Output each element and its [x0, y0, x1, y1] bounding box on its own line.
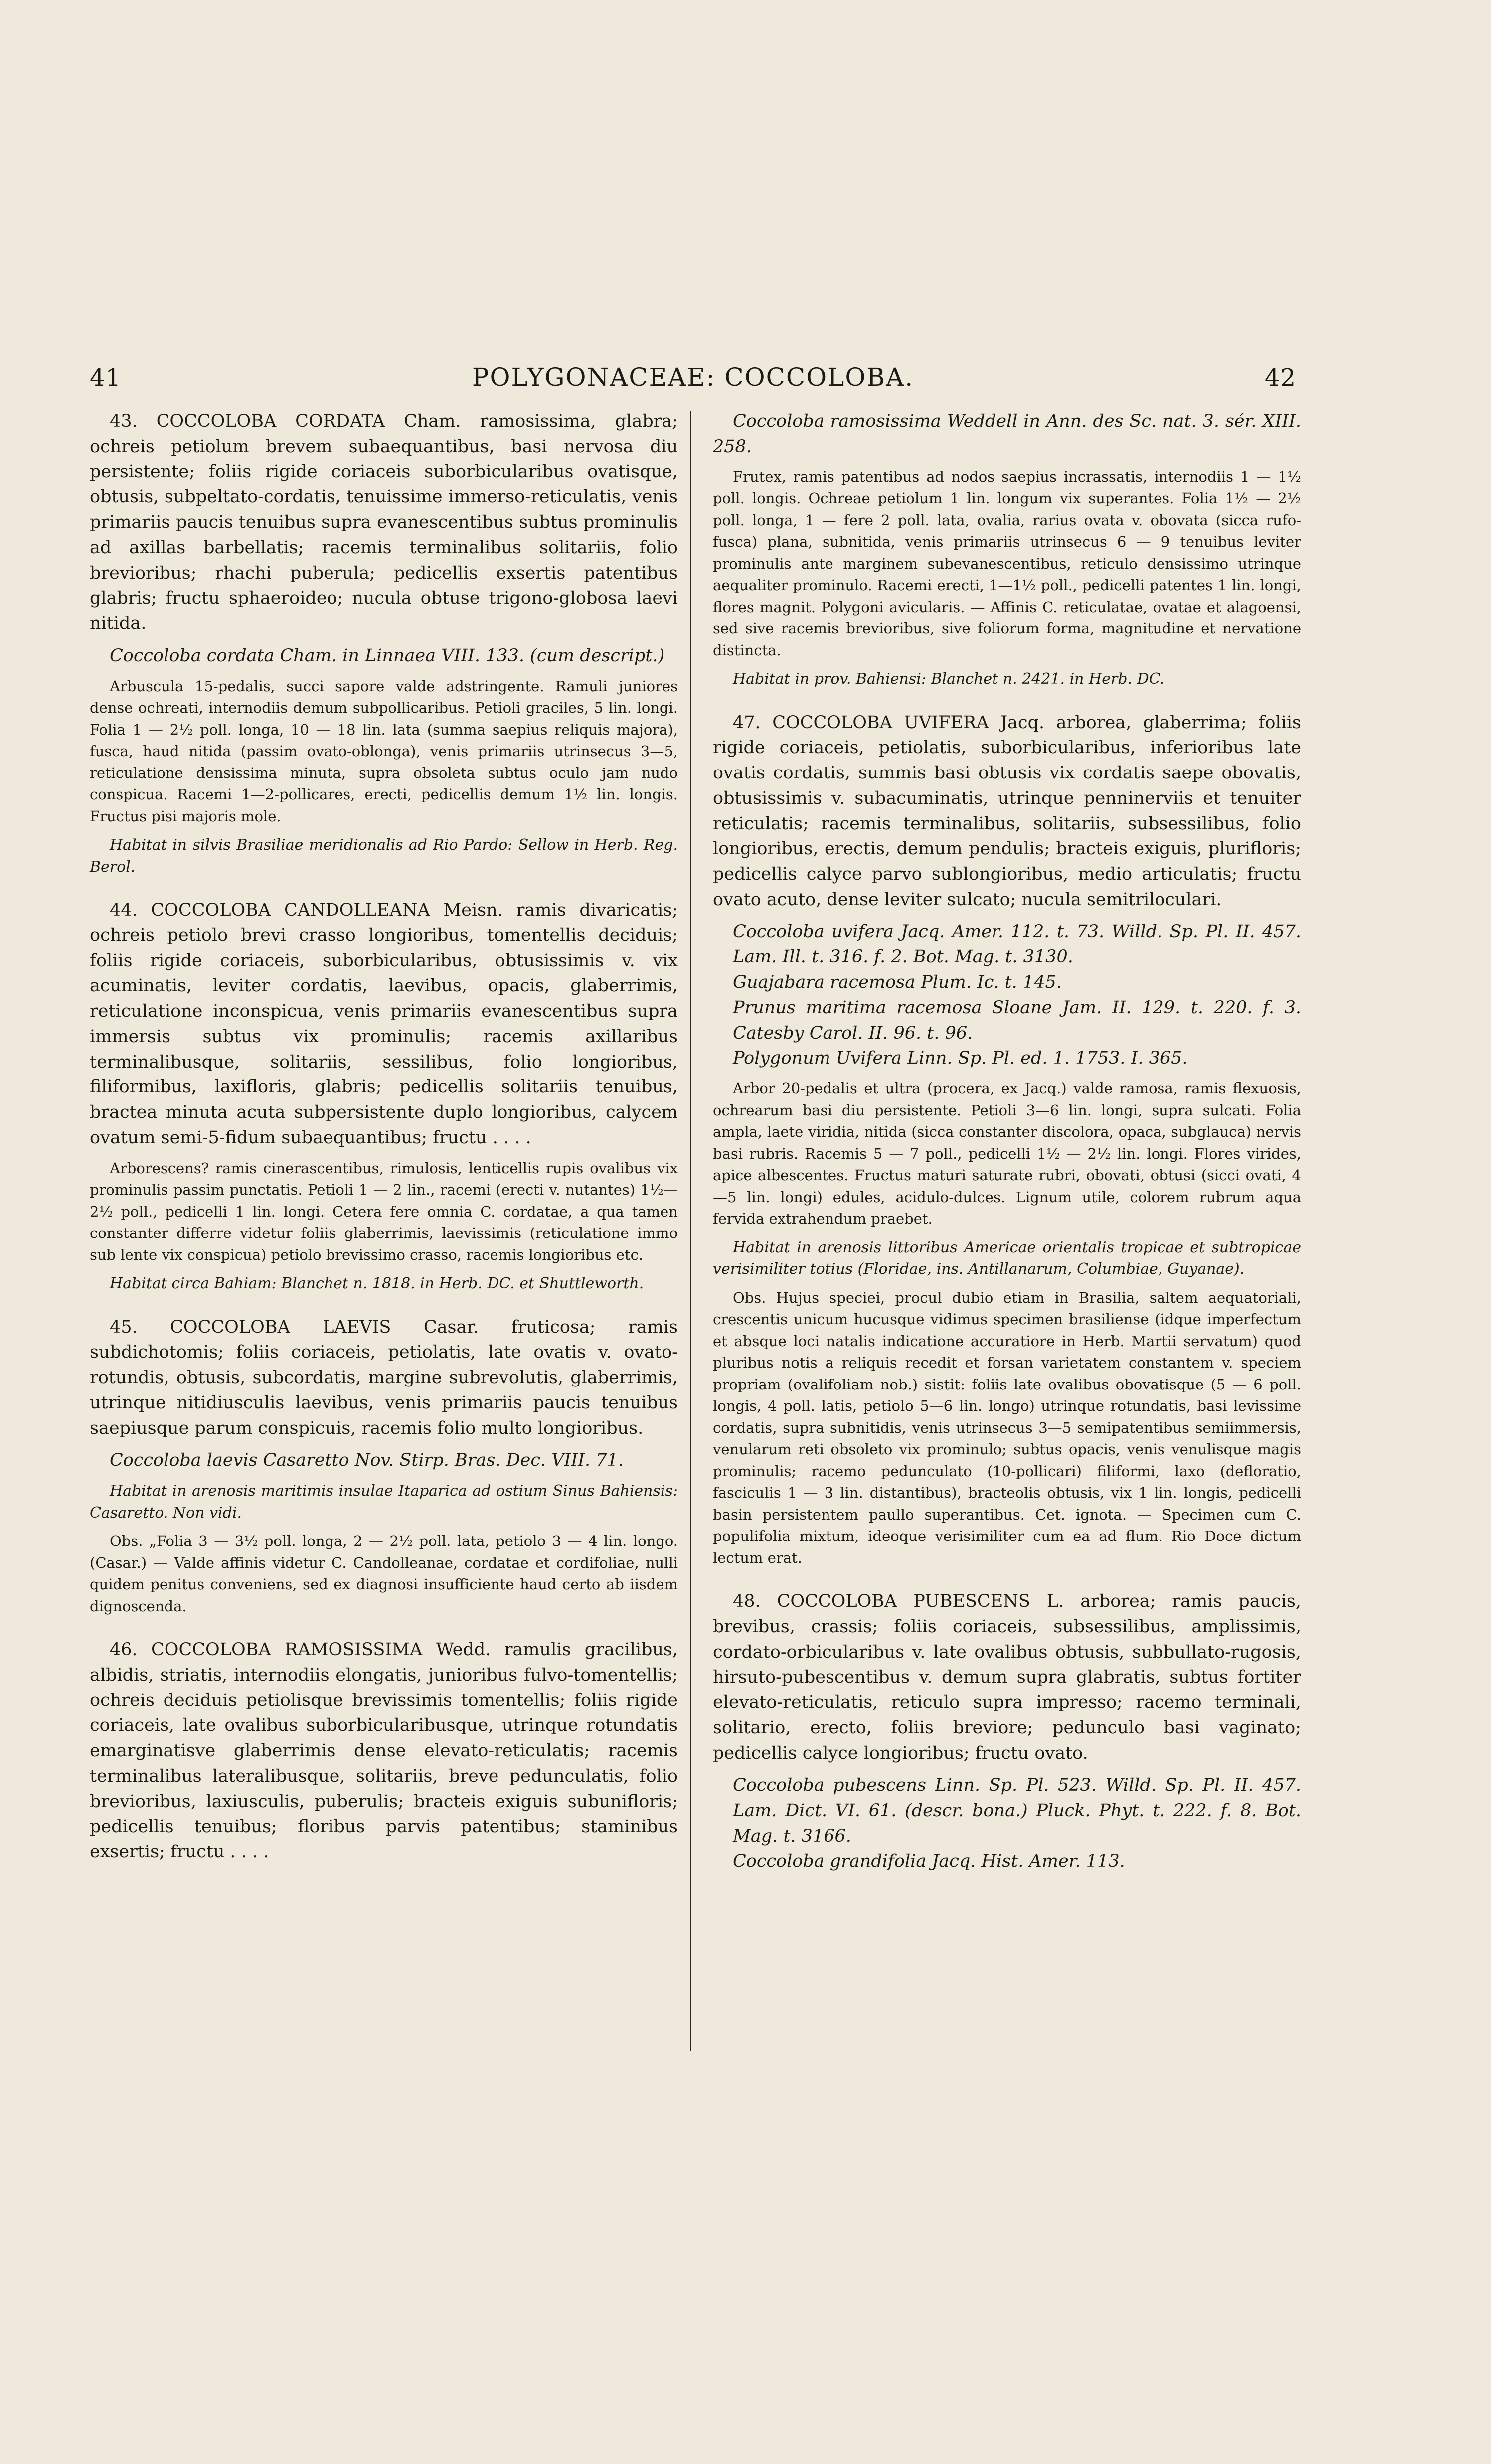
species-diagnosis: 45. COCCOLOBA LAEVIS Casar. fruticosa; ramis subdichotomis; foliis coriaceis, petiolatis, late ovatis v. ovato-rotundis, obtusis, subcordatis, margine subrevolutis, glaberrimis, utrinque nitidiusculis laevibus, venis primariis paucis tenuibus saepiusque parum conspicuis, racemis folio multo longioribus.	[90, 1317, 678, 1438]
species-description: Frutex, ramis patentibus ad nodos saepius incrassatis, internodiis 1 — 1½ poll. longis. Ochreae petiolum 1 lin. longum vix superantes. Folia 1½ — 2½ poll. longa, 1 — fere 2 poll. lata, ovalia, rarius ovata v. obovata (sicca rufo-fusca) plana, subnitida, venis primariis utrinsecus 6 — 9 tenuibus leviter prominulis ante marginem subevanescentibus, reticulo densissimo utrinque aequaliter prominulo. Racemi erecti, 1—1½ poll., pedicelli patentes 1 lin. longi, flores magnit. Polygoni avicularis. — Affinis C. reticulatae, ovatae et alagoensi, sed sive racemis brevioribus, sive foliorum forma, magnitudine et nervatione distincta.	[713, 468, 1301, 659]
species-entry-46-continued	[713, 409, 1301, 690]
page-number-right: 42	[1264, 364, 1296, 392]
page-number-left: 41	[90, 364, 122, 392]
synonym-line: Prunus maritima racemosa Sloane Jam. II. 129. t. 220. f. 3. Catesby Carol. II. 96. t. 96.	[733, 997, 1301, 1043]
synonym-line: Coccoloba grandifolia Jacq. Hist. Amer. 113.	[733, 1851, 1125, 1871]
species-diagnosis: 47. COCCOLOBA UVIFERA Jacq. arborea, glaberrima; foliis rigide coriaceis, petiolatis, suborbicularibus, inferioribus late ovatis cordatis, summis basi obtusis vix cordatis saepe obovatis, obtusissimis v. subacuminatis, utrinque penninerviis et tenuiter reticulatis; racemis terminalibus, solitariis, subsessilibus, folio longioribus, erectis, demum pendulis; bracteis exiguis, plurifloris; pedicellis calyce parvo sublongioribus, medio articulatis; fructu ovato acuto, dense leviter sulcato; nucula semitriloculari.	[713, 712, 1301, 910]
species-habitat: Habitat in arenosis littoribus Americae orientalis tropicae et subtropicae verisimiliter totius (Floridae, ins. Antillanarum, Columbiae, Guyanae).	[713, 1238, 1301, 1278]
species-entry-43	[90, 409, 678, 878]
running-title: POLYGONACEAE: COCCOLOBA.	[472, 363, 914, 392]
page-header	[90, 363, 1296, 398]
synonym-line: Polygonum Uvifera Linn. Sp. Pl. ed. 1. 1753. I. 365.	[733, 1048, 1188, 1069]
species-description: Arbuscula 15-pedalis, succi sapore valde adstringente. Ramuli juniores dense ochreati, internodiis demum subpollicaribus. Petioli graciles, 5 lin. longi. Folia 1 — 2½ poll. longa, 10 — 18 lin. lata (summa saepius reliquis majora), fusca, haud nitida (passim ovato-oblonga), venis primariis utrinsecus 3—5, reticulatione densissima minuta, supra obsoleta subtus oculo jam nudo conspicua. Racemi 1—2-pollicares, erecti, pedicellis demum 1½ lin. longis. Fructus pisi majoris mole.	[90, 677, 678, 825]
species-description: Arbor 20-pedalis et ultra (procera, ex Jacq.) valde ramosa, ramis flexuosis, ochrearum basi diu persistente. Petioli 3—6 lin. longi, supra sulcati. Folia ampla, laete viridia, nitida (sicca constanter discolora, opaca, subglauca) nervis basi rubris. Racemis 5 — 7 poll., pedicelli 1½ — 2½ lin. longi. Flores virides, apice albescentes. Fructus maturi saturate rubri, obovati, obtusi (sicci ovati, 4—5 lin. longi) edules, acidulo-dulces. Lignum utile, colorem rubrum aqua fervida extrahendum praebet.	[713, 1080, 1301, 1227]
species-entry-44	[90, 898, 678, 1295]
synonym-line: Guajabara racemosa Plum. Ic. t. 145.	[733, 972, 1062, 992]
species-habitat: Habitat circa Bahiam: Blanchet n. 1818. in Herb. DC. et Shuttleworth.	[110, 1275, 644, 1292]
species-diagnosis: 46. COCCOLOBA RAMOSISSIMA Wedd. ramulis gracilibus, albidis, striatis, internodiis elongatis, junioribus fulvo-tomentellis; ochreis deciduis petiolisque brevissimis tomentellis; foliis rigide coriaceis, late ovalibus suborbicularibusque, utrinque rotundatis emarginatisve glaberrimis dense elevato-reticulatis; racemis terminalibus lateralibusque, solitariis, breve pedunculatis, folio brevioribus, laxiusculis, puberulis; bracteis exiguis subunifloris; pedicellis tenuibus; floribus parvis patentibus; staminibus exsertis; fructu . . . .	[90, 1640, 678, 1862]
synonym-line: Coccoloba pubescens Linn. Sp. Pl. 523. Willd. Sp. Pl. II. 457. Lam. Dict. VI. 61. (descr. bona.) Pluck. Phyt. t. 222. f. 8. Bot. Mag. t. 3166.	[733, 1775, 1301, 1846]
species-entry-47	[713, 710, 1301, 1569]
synonym-line: Coccoloba uvifera Jacq. Amer. 112. t. 73. Willd. Sp. Pl. II. 457. Lam. Ill. t. 316. f. 2. Bot. Mag. t. 3130.	[733, 922, 1301, 967]
species-entry-46	[90, 1637, 678, 1865]
species-diagnosis: 48. COCCOLOBA PUBESCENS L. arborea; ramis paucis, brevibus, crassis; foliis coriaceis, subsessilibus, amplissimis, cordato-orbicularibus v. late ovalibus obtusis, subbullato-rugosis, hirsuto-pubescentibus v. demum supra glabratis, subtus fortiter elevato-reticulatis, reticulo supra impresso; racemo terminali, solitario, erecto, foliis breviore; pedunculo basi vaginato; pedicellis calyce longioribus; fructu ovato.	[713, 1591, 1301, 1763]
species-observation: Obs. „Folia 3 — 3½ poll. longa, 2 — 2½ poll. lata, petiolo 3 — 4 lin. longo. (Casar.) — Valde affinis videtur C. Candolleanae, cordatae et cordifoliae, nulli quidem penitus conveniens, sed ex diagnosi insufficiente haud certo ab iisdem dignoscenda.	[90, 1533, 678, 1615]
species-diagnosis: 44. COCCOLOBA CANDOLLEANA Meisn. ramis divaricatis; ochreis petiolo brevi crasso longioribus, tomentellis deciduis; foliis rigide coriaceis, suborbicularibus, obtusissimis v. vix acuminatis, leviter cordatis, laevibus, opacis, glaberrimis, reticulatione inconspicua, venis primariis evanescentibus supra immersis subtus vix prominulis; racemis axillaribus terminalibusque, solitariis, sessilibus, folio longioribus, filiformibus, laxifloris, glabris; pedicellis solitariis tenuibus, bractea minuta acuta subpersistente duplo longioribus, calycem ovatum semi-5-fidum subaequantibus; fructu . . . .	[90, 900, 678, 1148]
species-entry-48	[713, 1589, 1301, 1874]
left-column	[90, 409, 678, 1882]
species-habitat: Habitat in arenosis maritimis insulae Itaparica ad ostium Sinus Bahiensis: Casaretto. Non vidi.	[90, 1482, 678, 1522]
species-entry-45	[90, 1315, 678, 1618]
species-habitat: Habitat in prov. Bahiensi: Blanchet n. 2421. in Herb. DC.	[733, 670, 1165, 688]
column-divider	[690, 411, 691, 2051]
species-reference: Coccoloba laevis Casaretto Nov. Stirp. Bras. Dec. VIII. 71.	[110, 1450, 624, 1471]
species-description: Arborescens? ramis cinerascentibus, rimulosis, lenticellis rupis ovalibus vix prominulis passim punctatis. Petioli 1 — 2 lin., racemi (erecti v. nutantes) 1½—2½ poll., pedicelli 1 lin. longi. Cetera fere omnia C. cordatae, a qua tamen constanter differre videtur foliis glaberrimis, laevissimis (reticulatione immo sub lente vix conspicua) petiolo brevissimo crasso, racemis longioribus etc.	[90, 1159, 678, 1263]
species-reference: Coccoloba ramosissima Weddell in Ann. des Sc. nat. 3. sér. XIII. 258.	[713, 411, 1301, 457]
species-reference: Coccoloba cordata Cham. in Linnaea VIII. 133. (cum descript.)	[110, 645, 665, 666]
species-habitat: Habitat in silvis Brasiliae meridionalis ad Rio Pardo: Sellow in Herb. Reg. Berol.	[90, 836, 678, 876]
species-observation: Obs. Hujus speciei, procul dubio etiam in Brasilia, saltem aequatoriali, crescentis unicum hucusque vidimus specimen brasiliense (idque imperfectum et absque loci natalis indicatione accuratiore in Herb. Martii servatum) quod pluribus notis a reliquis recedit et forsan varietatem constantem v. speciem propriam (ovalifoliam nob.) sistit: foliis late ovalibus obovatisque (5 — 6 poll. longis, 4 poll. latis, petiolo 5—6 lin. longo) utrinque rotundatis, basi levissime cordatis, supra subnitidis, venis utrinsecus 3—5 semipatentibus semiimmersis, venularum reti obsoleto vix prominulo; subtus opacis, venis venulisque magis prominulis; racemo pedunculato (10-pollicari) filiformi, laxo (defloratio, fasciculis 1 — 3 lin. distantibus), bracteolis obtusis, vix 1 lin. longis, pedicelli basin persistentem paullo superantibus. Cet. ignota. — Specimen cum C. populifolia mixtum, ideoque verisimiliter cum ea ad flum. Rio Doce dictum lectum erat.	[713, 1289, 1301, 1566]
species-diagnosis: 43. COCCOLOBA CORDATA Cham. ramosissima, glabra; ochreis petiolum brevem subaequantibus, basi nervosa diu persistente; foliis rigide coriaceis suborbicularibus ovatisque, obtusis, subpeltato-cordatis, tenuissime immerso-reticulatis, venis primariis paucis tenuibus supra evanescentibus subtus prominulis ad axillas barbellatis; racemis terminalibus solitariis, folio brevioribus; rhachi puberula; pedicellis exsertis patentibus glabris; fructu sphaeroideo; nucula obtuse trigono-globosa laevi nitida.	[90, 411, 678, 633]
right-column	[713, 409, 1301, 1891]
